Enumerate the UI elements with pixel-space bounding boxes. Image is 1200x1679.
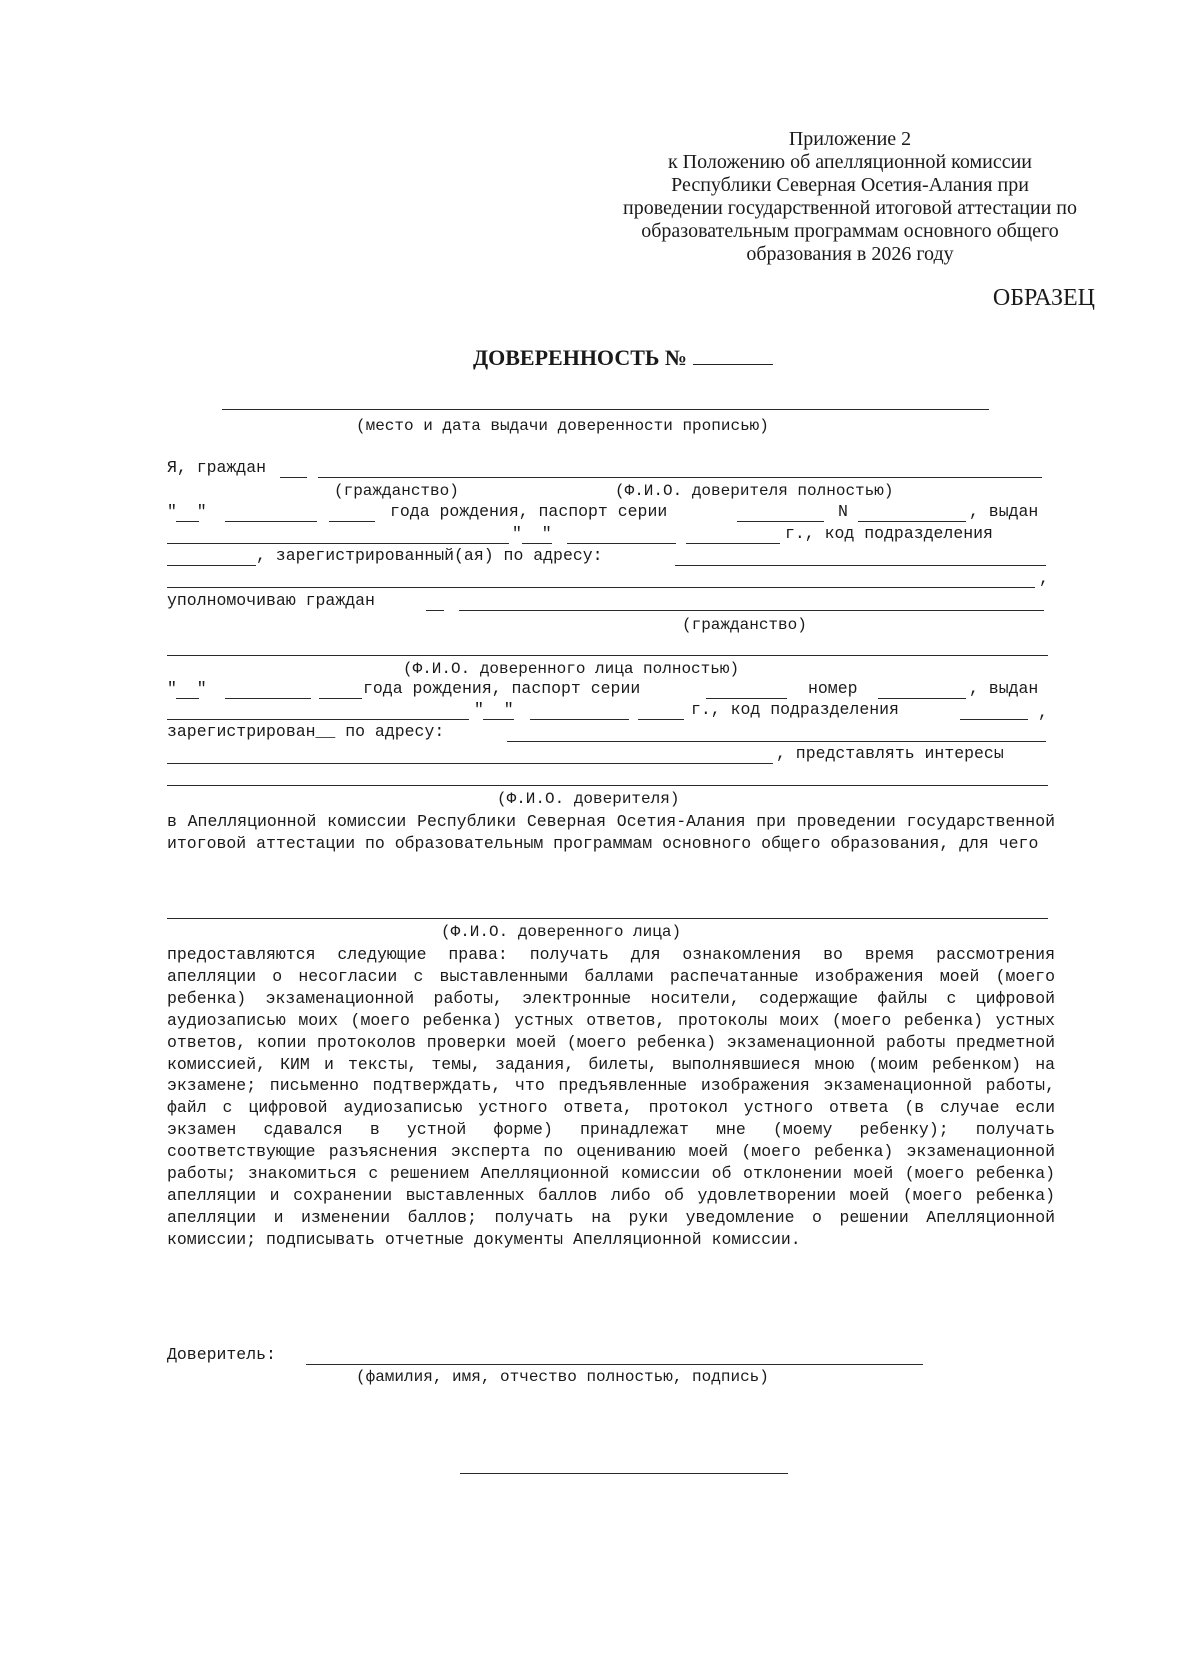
- address-blank[interactable]: [675, 565, 1046, 566]
- principal-signature-blank[interactable]: [306, 1364, 923, 1365]
- principal-fio-blank[interactable]: [167, 785, 1048, 786]
- commission-paragraph: в Апелляционной комиссии Республики Северная Осетия-Алания при проведении государственной итоговой аттестации по образовательным программам основного общего образования, для чего: [167, 812, 1055, 853]
- annex-line: проведении государственной итоговой аттестации по: [622, 197, 1077, 219]
- agent-issue-month-blank[interactable]: [530, 719, 629, 720]
- sample-mark: ОБРАЗЕЦ: [992, 285, 1095, 311]
- annex-line: к Положению об апелляционной комиссии: [667, 151, 1033, 173]
- issue-day-blank[interactable]: [522, 543, 552, 544]
- agent-passport-number-blank[interactable]: [878, 698, 966, 699]
- year-code-text: г., код подразделения: [785, 524, 993, 543]
- agent-fio-blank[interactable]: [167, 918, 1048, 919]
- agent-address-blank-2[interactable]: [167, 763, 773, 764]
- place-date-blank[interactable]: [222, 409, 989, 410]
- agent-address-blank[interactable]: [507, 741, 1046, 742]
- citizenship-caption: (гражданство): [334, 482, 459, 500]
- principal-fio-caption: (Ф.И.О. доверителя): [497, 790, 680, 808]
- annex-line: Приложение 2: [788, 128, 912, 150]
- principal-signature-label: Доверитель:: [167, 1345, 276, 1364]
- quote-mark: " ": [167, 502, 207, 521]
- issue-year-blank[interactable]: [686, 543, 780, 544]
- issue-month-blank[interactable]: [567, 543, 676, 544]
- comma: ,: [1039, 569, 1049, 588]
- comma: ,: [1038, 703, 1048, 722]
- number-sign: N: [838, 502, 848, 521]
- registered-text: , зарегистрированный(ая) по адресу:: [256, 546, 603, 565]
- place-date-caption: (место и дата выдачи доверенности прописью): [356, 417, 769, 435]
- birth-year-blank[interactable]: [329, 521, 375, 522]
- agent-name-caption: (Ф.И.О. доверенного лица полностью): [403, 660, 740, 678]
- agent-issue-day-blank[interactable]: [483, 719, 514, 720]
- agent-birth-year-blank[interactable]: [319, 698, 362, 699]
- agent-fio-caption: (Ф.И.О. доверенного лица): [441, 923, 682, 941]
- bottom-separator: [460, 1473, 788, 1474]
- subdivision-code-blank[interactable]: [167, 565, 256, 566]
- principal-name-caption: (Ф.И.О. доверителя полностью): [615, 482, 894, 500]
- agent-birth-month-blank[interactable]: [225, 698, 311, 699]
- authorize-text: уполномочиваю граждан: [167, 591, 375, 610]
- document-title-text: ДОВЕРЕННОСТЬ №: [473, 345, 688, 370]
- number-word: номер: [808, 679, 858, 698]
- registered-text: зарегистрирован__ по адресу:: [167, 722, 445, 741]
- passport-number-blank[interactable]: [858, 521, 966, 522]
- rights-paragraph: предоставляются следующие права: получать для ознакомления во время рассмотрения апелляции о несогласии с выставленными баллами распечатанные изображения моей (моего ребенка) экзаменационной работы, электронные носители, содержащие файлы с цифровой аудиозаписью моих (моего ребенка) устных ответов, протоколы моих (моего ребенка) устных ответов, копии протоколов проверки моей (моего ребенка) экзаменационной работы предметной комиссией, КИМ и тексты, темы, задания, билеты, выполнявшиеся мною (моим ребенком) на экзамене; письменно подтверждать, что предъявленные изображения экзаменационной работы, файл с цифровой аудиозаписью устного ответа, протокол устного ответа (в случае если экзамен сдавался в устной форме) принадлежат мне (моему ребенку); получать соответствующие разъяснения эксперта по оцениванию моей (моего ребенка) экзаменационной работы; знакомиться с решением Апелляционной комиссии об отклонении моей (моего ребенка) апелляции и сохранении выставленных баллов либо об удовлетворении моей (моего ребенка) апелляции и изменении баллов; получать на руки уведомление о решении Апелляционной комиссии; подписывать отчетные документы Апелляционной комиссии.: [167, 945, 1055, 1249]
- issued-text: , выдан: [969, 502, 1039, 521]
- quote-mark: " ": [512, 524, 552, 543]
- agent-passport-series-blank[interactable]: [706, 698, 787, 699]
- address-blank-2[interactable]: [167, 587, 1035, 588]
- birth-month-blank[interactable]: [225, 521, 317, 522]
- agent-citizenship-blank[interactable]: [459, 610, 1044, 611]
- birth-year-text: года рождения, паспорт серии: [363, 679, 641, 698]
- represent-text: , представлять интересы: [776, 744, 1004, 763]
- agent-issued-by-blank[interactable]: [167, 719, 469, 720]
- birth-year-text: года рождения, паспорт серии: [390, 502, 668, 521]
- principal-name-blank[interactable]: [318, 477, 1042, 478]
- quote-mark: " ": [167, 679, 207, 698]
- signature-caption: (фамилия, имя, отчество полностью, подпись): [356, 1368, 769, 1386]
- issued-text: , выдан: [969, 679, 1039, 698]
- agent-birth-day-blank[interactable]: [176, 698, 199, 699]
- agent-name-blank[interactable]: [167, 655, 1048, 656]
- agent-subdivision-code-blank[interactable]: [960, 719, 1028, 720]
- annex-header: [600, 128, 1100, 266]
- annex-line: Республики Северная Осетия-Алания при: [671, 174, 1029, 196]
- annex-line: образовательным программам основного общего: [641, 220, 1059, 242]
- quote-mark: " ": [474, 700, 514, 719]
- agent-gender-blank[interactable]: [426, 610, 444, 611]
- citizenship-blank[interactable]: [280, 477, 307, 478]
- birth-day-blank[interactable]: [176, 521, 199, 522]
- document-number-blank[interactable]: [693, 344, 773, 365]
- principal-label: Я, граждан: [167, 458, 267, 477]
- agent-issue-year-blank[interactable]: [638, 719, 684, 720]
- year-code-text: г., код подразделения: [691, 700, 899, 719]
- passport-series-blank[interactable]: [737, 521, 824, 522]
- document-title: [473, 344, 773, 371]
- issued-by-blank[interactable]: [167, 543, 509, 544]
- annex-line: образования в 2026 году: [746, 243, 954, 265]
- citizenship-caption: (гражданство): [682, 616, 807, 634]
